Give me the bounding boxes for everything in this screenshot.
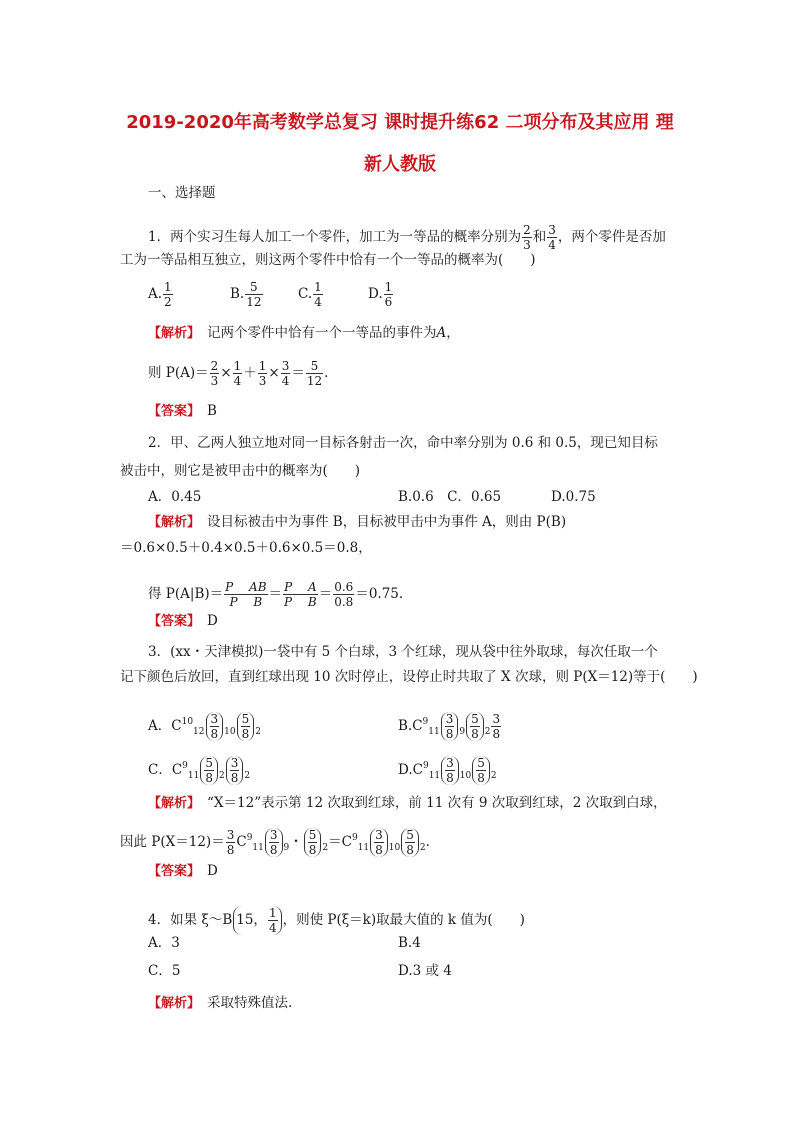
- q1-text-a: 1．两个实习生每人加工一个零件，加工为一等品的概率分别为: [148, 229, 522, 245]
- paren-group: [401, 828, 419, 857]
- q1-option-c: [298, 280, 324, 309]
- calc-frac: [283, 580, 318, 609]
- calc-den: 8: [471, 727, 479, 741]
- power: 2: [219, 771, 225, 781]
- paren-group: [233, 906, 281, 935]
- q1-option-b-label: B.: [230, 286, 245, 302]
- calc-den: 4: [233, 374, 242, 388]
- q2-answer: [148, 612, 218, 631]
- calc-op: ×: [268, 365, 280, 381]
- q3-option-c: [148, 756, 250, 785]
- paren-group: [200, 756, 218, 785]
- analysis-tag: 【解析】: [148, 796, 194, 811]
- q3-option-d-label: D.C: [398, 762, 423, 778]
- calc-den: 8: [269, 843, 278, 857]
- q1-option-b: [230, 280, 264, 309]
- comb-sub: 11: [428, 771, 441, 781]
- q2-option-bc: B.0.6 C．0.65: [398, 489, 502, 505]
- comb-sup: 9: [246, 833, 253, 843]
- calc-frac: [230, 756, 240, 785]
- calc-den: 3: [258, 374, 267, 388]
- calc-num: 3: [269, 828, 278, 842]
- q1-text-b: ，两个零件是否加: [557, 229, 666, 245]
- paren-group: [441, 712, 459, 741]
- q1-prob-2: [547, 223, 557, 252]
- q2-line-2: 被击中，则它是被甲击中的概率为( ): [120, 463, 361, 479]
- q4-option-a: A．3: [148, 935, 180, 951]
- calc-den: P B: [229, 595, 263, 609]
- q4-option-c: C．5: [148, 963, 181, 979]
- calc-den: 8: [226, 843, 235, 857]
- q2-calc-prefix: 得 P(A|B)＝: [148, 586, 224, 602]
- q1-analysis: [148, 324, 460, 343]
- q1-calc-prefix: 则 P(A)＝: [148, 365, 209, 381]
- q3-analysis-text: “X＝12”表示第 12 次取到红球，前 11 次有 9 次取到红球，2 次取到白球，: [207, 795, 667, 811]
- q1-option-a: [148, 280, 174, 309]
- q3-option-a-label: A．C: [148, 718, 182, 734]
- q1-option-b-num: 5: [245, 280, 262, 295]
- q1-option-d: [368, 280, 394, 309]
- q2-line-1: 2．甲、乙两人独立地对同一目标各射击一次，命中率分别为 0.6 和 0.5，现已知目标: [148, 435, 658, 451]
- calc-den: 8: [205, 771, 213, 785]
- q1-option-c-label: C.: [298, 286, 313, 302]
- calc-frac: [445, 756, 455, 785]
- comb-sup: 9: [422, 761, 429, 771]
- calc-frac: [233, 359, 243, 388]
- calc-frac: [281, 359, 291, 388]
- power: 2: [322, 843, 329, 853]
- calc-den: 8: [492, 727, 501, 741]
- calc-den: 8: [241, 727, 250, 741]
- calc-num: 5: [205, 756, 213, 770]
- paren-group: [472, 756, 490, 785]
- q4-analysis-text: 采取特殊值法.: [207, 995, 293, 1011]
- calc-frac: [374, 828, 384, 857]
- calc-num: 2: [210, 359, 219, 373]
- q4-param-n: 15，: [236, 912, 267, 928]
- calc-op: ＝: [318, 586, 333, 602]
- q1-option-d-frac: [384, 280, 394, 309]
- calc-frac: [333, 580, 354, 609]
- calc-op: ×: [220, 365, 232, 381]
- power: 2: [484, 727, 491, 737]
- power: 9: [283, 843, 290, 853]
- q3-answer-value: D: [207, 863, 218, 879]
- q2-calc-end: ＝0.75.: [355, 586, 404, 602]
- calc-frac: [268, 906, 278, 935]
- q1-option-a-num: 1: [164, 280, 172, 294]
- q1-option-a-den: 2: [164, 295, 172, 309]
- power: 10: [388, 843, 401, 853]
- comb-sup: 9: [422, 717, 429, 727]
- q3-option-b-label: B.C: [398, 718, 423, 734]
- calc-den: 12: [306, 374, 323, 388]
- answer-tag: 【答案】: [148, 864, 194, 879]
- calc-num: 3: [445, 712, 454, 726]
- q3-line-1: 3．(xx・天津模拟)一袋中有 5 个白球，3 个红球，现从袋中往外取球，每次任取一个: [148, 644, 658, 660]
- q1-option-d-den: 6: [384, 295, 393, 309]
- calc-den: 8: [446, 771, 454, 785]
- q2-analysis-1: [148, 513, 566, 532]
- calc-num: 0.6: [334, 580, 354, 594]
- calc-frac: [269, 828, 279, 857]
- paren-group: [265, 828, 283, 857]
- calc-num: 3: [210, 712, 219, 726]
- comb-sub: 12: [193, 727, 205, 737]
- calc-den: P B: [284, 595, 317, 609]
- paren-group: [226, 756, 244, 785]
- q1-option-c-frac: [313, 280, 323, 309]
- q1-calculation: [148, 359, 328, 388]
- comb-sup: 10: [181, 717, 194, 727]
- q2-option-a: A．0.45: [148, 489, 202, 505]
- calc-num: 1: [258, 359, 267, 373]
- q1-line-2: 工为一等品相互独立，则这两个零件中恰有一个一等品的概率为( ): [120, 252, 536, 268]
- q1-analysis-var: A: [436, 325, 447, 341]
- calc-frac: [224, 580, 267, 609]
- power: 2: [419, 843, 426, 853]
- q1-prob-2-num: 3: [548, 223, 556, 237]
- power: 10: [459, 771, 472, 781]
- calc-frac: [470, 712, 480, 741]
- power: 10: [224, 727, 236, 737]
- q3-line-2: 记下颜色后放回，直到红球出现 10 次时停止，设停止时共取了 X 次球，则 P(X＝12)等于( ): [120, 669, 698, 685]
- q1-analysis-text: 记两个零件中恰有一个一等品的事件为: [207, 325, 437, 341]
- q1-answer-value: B: [207, 403, 217, 419]
- comb-sub: 11: [357, 843, 370, 853]
- analysis-tag: 【解析】: [148, 326, 194, 341]
- q1-prob-1-num: 2: [523, 223, 531, 237]
- calc-frac: [210, 712, 220, 741]
- calc-num: 3: [281, 359, 290, 373]
- q2-analysis-text: 设目标被击中为事件 B，目标被甲击中为事件 A，则由 P(B): [207, 514, 567, 530]
- q1-calc-end: .: [324, 365, 329, 381]
- q1-option-a-frac: [163, 280, 173, 309]
- section-heading: 一、选择题: [148, 185, 216, 201]
- analysis-tag: 【解析】: [148, 996, 194, 1011]
- q3-answer: [148, 862, 218, 881]
- q1-option-c-num: 1: [314, 280, 322, 294]
- q4-option-d: D.3 或 4: [398, 963, 452, 979]
- analysis-tag: 【解析】: [148, 515, 194, 530]
- calc-num: 5: [406, 828, 414, 842]
- answer-tag: 【答案】: [148, 404, 194, 419]
- calc-den: 8: [477, 771, 485, 785]
- paren-group: [441, 756, 459, 785]
- calc-frac: [210, 359, 220, 388]
- q3-analysis: [148, 794, 667, 813]
- calc-num: 1: [268, 906, 277, 920]
- q3-option-c-label: C．C: [148, 762, 183, 778]
- calc-num: 5: [471, 712, 479, 726]
- calc-num: 5: [477, 756, 485, 770]
- calc-num: P A: [284, 580, 317, 594]
- calc-frac: [306, 359, 323, 388]
- comb-sub: 11: [187, 771, 200, 781]
- comb-sup: 9: [182, 761, 188, 771]
- q1-option-b-frac: [245, 280, 262, 309]
- calc-den: 8: [406, 843, 414, 857]
- q1-option-a-label: A.: [148, 286, 163, 302]
- q3-option-b: [398, 712, 502, 741]
- paren-group: [206, 712, 224, 741]
- calc-op: ＝: [268, 586, 283, 602]
- comb-sub: 11: [428, 727, 440, 737]
- q4-analysis: [148, 994, 292, 1013]
- calc-num: 5: [306, 359, 323, 374]
- q3-option-d: [398, 756, 497, 785]
- q1-option-d-label: D.: [368, 286, 383, 302]
- q1-prob-1-den: 3: [523, 238, 531, 252]
- calc-frac: [445, 712, 455, 741]
- calc-num: 3: [230, 756, 239, 770]
- answer-tag: 【答案】: [148, 614, 194, 629]
- q3-calculation: 因此 P(X＝12)＝ $\frac{3}{8}$ $C^9_{11}$ $\frac{3}{8}$ $_9$・ $\frac{5}{8}$ $_2=C^9_{11}$ $\frac{3}{8}$ $_{10}$ $\frac{5}{8}$ $_2$.: [120, 828, 430, 857]
- calc-num: 5: [241, 712, 250, 726]
- q1-prob-2-den: 4: [548, 238, 556, 252]
- power: 2: [255, 727, 261, 737]
- q3-calc-prefix: 因此 P(X＝12)＝: [120, 834, 225, 850]
- calc-num: 3: [375, 828, 383, 842]
- q1-option-c-den: 4: [314, 295, 322, 309]
- calc-den: 8: [210, 727, 219, 741]
- calc-frac: [258, 359, 268, 388]
- q4-text-b: ，则使 P(ξ＝k)取最大值的 k 值为( ): [282, 912, 525, 928]
- calc-den: 8: [445, 727, 454, 741]
- title-line-2: 新人教版: [364, 154, 436, 175]
- paren-group: [237, 712, 255, 741]
- calc-den: 8: [308, 843, 317, 857]
- q1-answer: [148, 402, 217, 421]
- calc-num: 5: [308, 828, 317, 842]
- q1-analysis-end: ，: [446, 325, 460, 341]
- calc-frac: [226, 828, 236, 857]
- power: 9: [459, 727, 466, 737]
- q1-and: 和: [532, 229, 547, 245]
- calc-frac: [491, 712, 501, 741]
- q1-line-1: [148, 223, 666, 252]
- calc-op: ＋: [243, 365, 257, 381]
- comb-sup: 9: [351, 833, 358, 843]
- q3-option-a: [148, 712, 261, 741]
- q1-option-b-den: 12: [246, 295, 262, 309]
- q1-prob-1: [522, 223, 532, 252]
- calc-den: 4: [281, 374, 290, 388]
- calc-den: 4: [268, 921, 277, 935]
- paren-group: [370, 828, 388, 857]
- paren-group: [466, 712, 484, 741]
- calc-den: 8: [230, 771, 239, 785]
- q4-option-b: B.4: [398, 935, 421, 951]
- q4-line-1: [148, 906, 525, 935]
- calc-num: 3: [492, 712, 501, 726]
- calc-den: 8: [375, 843, 383, 857]
- q2-answer-value: D: [207, 613, 218, 629]
- q2-calculation: [148, 580, 403, 609]
- comb-sub: 11: [252, 843, 264, 853]
- q1-option-d-num: 1: [384, 280, 393, 294]
- q4-text-a: 4．如果 ξ～B: [148, 912, 233, 928]
- calc-frac: [308, 828, 318, 857]
- title-line-1: 2019-2020年高考数学总复习 课时提升练62 二项分布及其应用 理: [126, 112, 674, 133]
- power: 2: [490, 771, 497, 781]
- q2-analysis-2: ＝0.6×0.5＋0.4×0.5＋0.6×0.5＝0.8，: [120, 540, 372, 556]
- calc-frac: [241, 712, 251, 741]
- calc-num: P AB: [225, 580, 267, 594]
- calc-den: 3: [210, 374, 219, 388]
- calc-op: ＝: [291, 365, 305, 381]
- q2-option-d: D.0.75: [551, 489, 596, 505]
- calc-num: 3: [446, 756, 454, 770]
- paren-group: [304, 828, 322, 857]
- calc-frac: [476, 756, 486, 785]
- calc-num: 1: [233, 359, 242, 373]
- calc-frac: [405, 828, 415, 857]
- calc-frac: [204, 756, 214, 785]
- power: 2: [244, 771, 251, 781]
- calc-den: 0.8: [334, 595, 354, 609]
- calc-num: 3: [226, 828, 235, 842]
